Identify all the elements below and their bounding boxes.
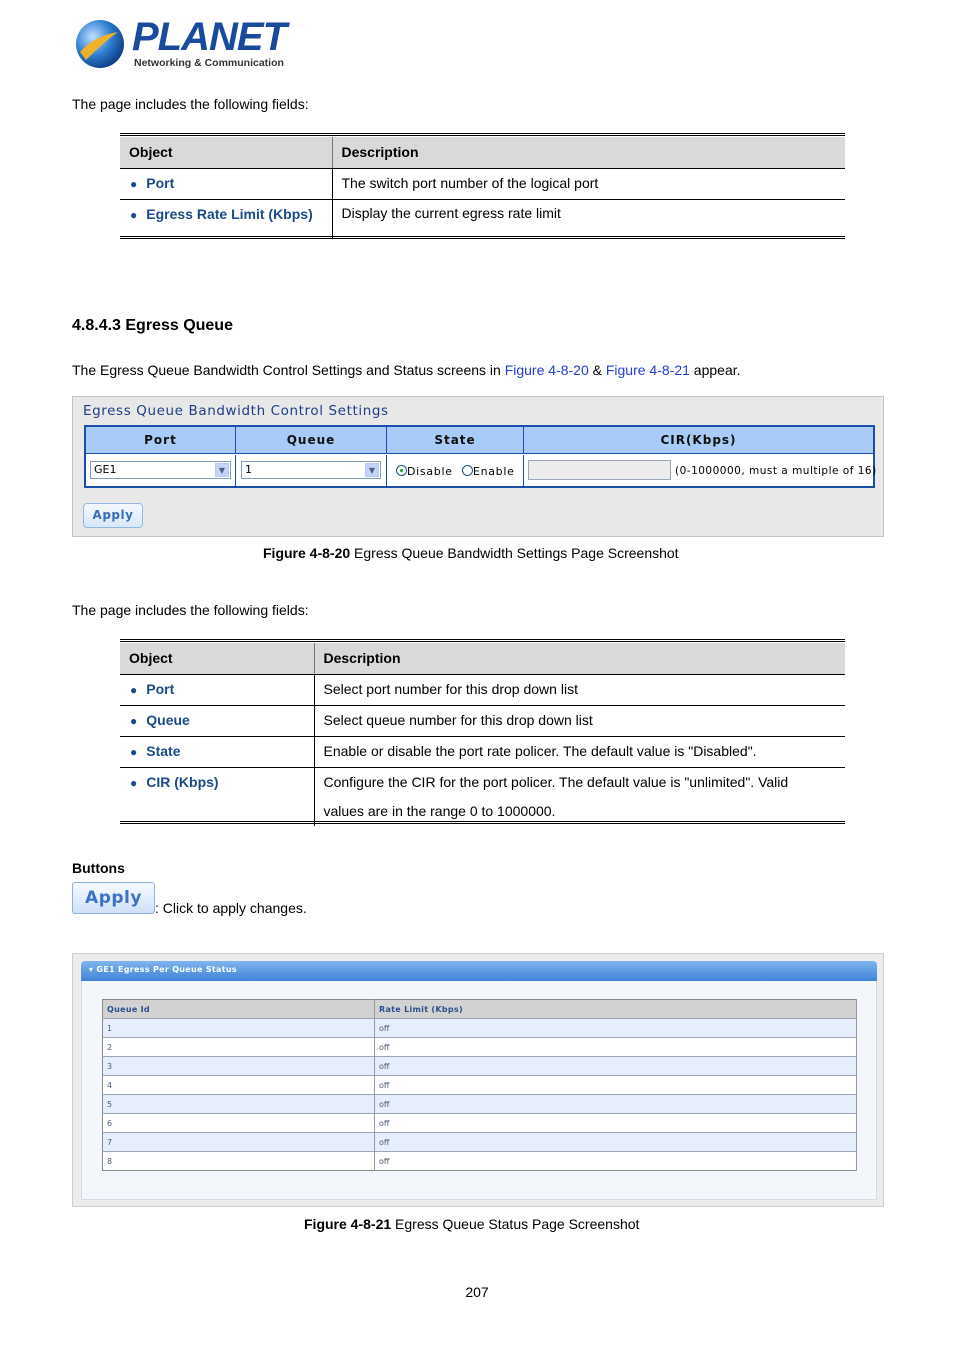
table2-header-object: Object [120, 643, 314, 674]
queue-id-cell: 2 [103, 1038, 375, 1057]
object-description: Select port number for this drop down list [314, 674, 845, 705]
column-header-queue: Queue [236, 427, 387, 454]
caption-label: Figure 4-8-20 [263, 545, 351, 561]
section-text: The Egress Queue Bandwidth Control Settings and Status screens in [72, 362, 505, 378]
figure1-caption [263, 545, 679, 561]
rate-limit-cell: off [375, 1114, 857, 1133]
intro-text-2: The page includes the following fields: [72, 602, 309, 618]
object-name: CIR (Kbps) [146, 773, 219, 790]
table2-bottom-rule [120, 821, 845, 824]
planet-logo [74, 14, 286, 74]
table1-top-rule [120, 133, 845, 136]
rate-limit-cell: off [375, 1019, 857, 1038]
table-row [103, 1114, 857, 1133]
intro-text-1: The page includes the following fields: [72, 96, 309, 112]
table-row [103, 1133, 857, 1152]
rate-limit-cell: off [375, 1038, 857, 1057]
table-row [103, 1076, 857, 1095]
object-description: Display the current egress rate limit [341, 204, 561, 221]
apply-description: : Click to apply changes. [155, 900, 307, 916]
bullet-icon: ● [130, 682, 138, 697]
table-row [103, 1152, 857, 1171]
table-row [120, 674, 314, 705]
table-row [103, 1057, 857, 1076]
table1-bottom-rule [120, 236, 845, 239]
column-header-cir: CIR(Kbps) [660, 433, 737, 447]
port-select[interactable] [90, 461, 231, 479]
settings-row [86, 455, 877, 488]
queue-id-cell: 7 [103, 1133, 375, 1152]
egress-queue-settings-screenshot [72, 396, 884, 537]
table-row [103, 1038, 857, 1057]
caption-text: Egress Queue Bandwidth Settings Page Screenshot [350, 545, 679, 561]
object-name: State [146, 742, 181, 759]
object-name: Egress Rate Limit (Kbps) [146, 205, 313, 222]
description-line: values are in the range 0 to 1000000. [323, 802, 556, 819]
state-disable-radio[interactable] [396, 465, 407, 476]
object-description: Enable or disable the port rate policer. The default value is "Disabled". [314, 736, 845, 767]
caption-label: Figure 4-8-21 [304, 1216, 392, 1232]
table-row [120, 168, 332, 199]
rate-limit-cell: off [375, 1095, 857, 1114]
chevron-down-icon: ▼ [215, 463, 229, 477]
state-cell [387, 455, 524, 488]
section-text-end: appear. [689, 362, 741, 378]
object-description [314, 767, 845, 826]
table2-header-description: Description [314, 643, 845, 674]
table2-top-rule [120, 639, 845, 642]
state-disable-label: Disable [407, 465, 453, 478]
table1-header-description: Description [332, 137, 845, 168]
object-description: The switch port number of the logical port [332, 168, 845, 199]
port-cell [86, 455, 236, 488]
table-row [120, 705, 314, 736]
globe-icon [74, 18, 126, 70]
fields-table-1 [120, 137, 845, 238]
section-heading: 4.8.4.3 Egress Queue [72, 317, 233, 334]
status-panel-header[interactable] [81, 961, 877, 981]
port-select-value: GE1 [94, 463, 117, 476]
queue-select-value: 1 [245, 463, 252, 476]
egress-queue-status-screenshot [72, 953, 884, 1207]
bullet-icon: ● [130, 775, 138, 790]
object-description: Select queue number for this drop down list [314, 705, 845, 736]
state-enable-label: Enable [472, 465, 515, 478]
column-header-rate-limit: Rate Limit (Kbps) [375, 1000, 857, 1019]
bullet-icon: ● [130, 713, 138, 728]
settings-table [84, 425, 875, 488]
table-row [103, 1019, 857, 1038]
rate-limit-cell: off [375, 1133, 857, 1152]
queue-id-cell: 1 [103, 1019, 375, 1038]
caption-text: Egress Queue Status Page Screenshot [391, 1216, 640, 1232]
column-header-queue-id: Queue Id [103, 1000, 375, 1019]
description-line: Configure the CIR for the port policer. The default value is "unlimited". Valid [323, 773, 789, 790]
figure-link-1[interactable]: Figure 4-8-20 [504, 362, 589, 378]
logo-brand: PLANET [132, 15, 286, 59]
state-enable-radio[interactable] [462, 465, 473, 476]
queue-cell [236, 455, 387, 488]
table-row [120, 736, 314, 767]
table1-header-object: Object [120, 137, 332, 168]
table-row [120, 767, 314, 826]
cir-input[interactable] [528, 460, 671, 480]
logo-tagline: Networking & Communication [134, 57, 284, 69]
apply-button-example[interactable]: Apply [72, 882, 155, 914]
rate-limit-cell: off [375, 1076, 857, 1095]
column-header-state: State [387, 427, 524, 454]
queue-id-cell: 3 [103, 1057, 375, 1076]
rate-limit-cell: off [375, 1152, 857, 1171]
collapse-arrow-icon: ▾ [89, 965, 94, 974]
table-row [120, 199, 332, 238]
bullet-icon: ● [130, 176, 138, 191]
queue-select[interactable] [241, 461, 381, 479]
page-number: 207 [465, 1284, 489, 1300]
panel-title: Egress Queue Bandwidth Control Settings [83, 403, 389, 419]
fields-table-2 [120, 643, 845, 826]
section-text-amp: & [588, 362, 606, 378]
queue-id-cell: 6 [103, 1114, 375, 1133]
table-row [103, 1095, 857, 1114]
cir-range-hint: (0-1000000, must a multiple of 16) [675, 465, 877, 477]
figure-link-2[interactable]: Figure 4-8-21 [605, 362, 690, 378]
chevron-down-icon: ▼ [365, 463, 379, 477]
bullet-icon: ● [130, 207, 138, 222]
column-header-port: Port [86, 427, 236, 454]
queue-id-cell: 5 [103, 1095, 375, 1114]
settings-table-header [86, 427, 873, 454]
bullet-icon: ● [130, 744, 138, 759]
status-panel-body [81, 981, 877, 1200]
rate-limit-cell: off [375, 1057, 857, 1076]
object-name: Queue [146, 711, 190, 728]
object-name: Port [146, 174, 175, 191]
status-panel-title: GE1 Egress Per Queue Status [96, 965, 237, 974]
cir-cell [524, 455, 877, 488]
object-name: Port [146, 680, 175, 697]
queue-status-table [102, 999, 857, 1171]
section-intro [72, 362, 741, 378]
apply-button[interactable]: Apply [83, 503, 143, 528]
queue-id-cell: 8 [103, 1152, 375, 1171]
buttons-heading: Buttons [72, 860, 125, 876]
figure2-caption [304, 1216, 639, 1232]
queue-id-cell: 4 [103, 1076, 375, 1095]
